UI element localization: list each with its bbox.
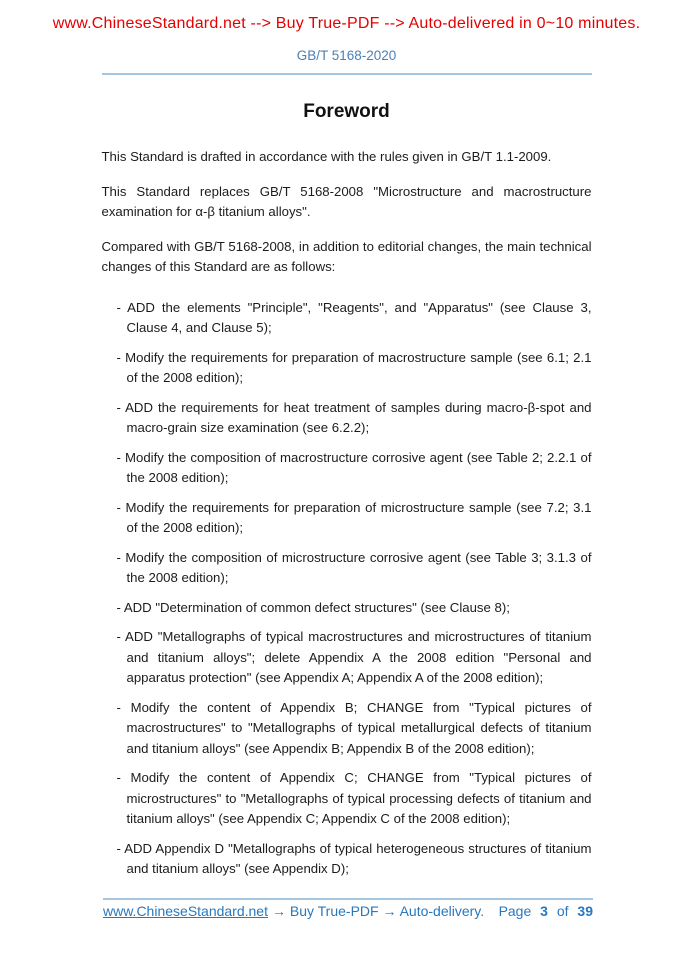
page-total: 39 — [577, 903, 593, 919]
change-list-item: - ADD the requirements for heat treatment of samples during macro-β-spot and macro-grain size examination (see 6.2.2); — [116, 399, 592, 435]
paragraph: This Standard replaces GB/T 5168-2008 "Microstructure and macrostructure examination for α-β titanium alloys". — [101, 183, 592, 219]
change-list-item: - Modify the requirements for preparation of microstructure sample (see 7.2; 3.1 of the 2008 edition); — [116, 499, 592, 535]
change-list-item: - ADD the elements "Principle", "Reagents", and "Apparatus" (see Clause 3, Clause 4, and Clause 5); — [116, 299, 592, 335]
document-body — [102, 147, 592, 880]
standard-number: GB/T 5168-2020 — [296, 48, 397, 63]
change-list-item: - ADD Appendix D "Metallographs of typical heterogeneous structures of titanium and titanium alloys" (see Appendix D); — [116, 840, 592, 876]
change-list-item: - ADD "Determination of common defect structures" (see Clause 8); — [116, 599, 510, 615]
change-list-item: - Modify the requirements for preparation of macrostructure sample (see 6.1; 2.1 of the 2008 edition); — [116, 349, 592, 385]
change-list-item: - Modify the composition of macrostructure corrosive agent (see Table 2; 2.2.1 of the 2008 edition); — [116, 449, 592, 485]
page-indicator — [494, 903, 593, 919]
change-list-item: - ADD "Metallographs of typical macrostructures and microstructures of titanium and titanium alloys"; delete Appendix A the 2008 edition "Personal and apparatus protection" (see Appendix A; Appendix A of the 2008 edition); — [116, 629, 592, 685]
header-divider — [102, 73, 592, 75]
change-list-item: - Modify the content of Appendix C; CHANGE from "Typical pictures of microstructures" to "Metallographs of typical processing defects of titanium and titanium alloys" (see Appendix C; Appendix C of the 2008 edition); — [116, 770, 592, 826]
footer-promo — [103, 903, 484, 919]
change-list-item: - Modify the composition of microstructure corrosive agent (see Table 3; 3.1.3 of the 2008 edition); — [116, 549, 592, 585]
change-list-item: - Modify the content of Appendix B; CHANGE from "Typical pictures of macrostructures" to "Metallographs of typical metallurgical defects of titanium and titanium alloys" (see Appendix B; Appendix B of the 2008 edition); — [116, 699, 592, 756]
page-current: 3 — [540, 903, 548, 919]
footer-site-link[interactable]: www.ChineseStandard.net — [103, 903, 268, 919]
paragraph: Compared with GB/T 5168-2008, in addition to editorial changes, the main technical changes of this Standard are as follows: — [101, 238, 592, 274]
page-footer — [103, 898, 593, 919]
page-title: Foreword — [303, 101, 390, 122]
page-of-label: of — [556, 903, 569, 919]
paragraph: This Standard is drafted in accordance with the rules given in GB/T 1.1-2009. — [101, 149, 552, 164]
technical-changes-list — [102, 298, 592, 880]
page-label: Page — [498, 903, 532, 919]
footer-divider — [103, 898, 593, 900]
promo-banner-link[interactable]: www.ChineseStandard.net --> Buy True-PDF --> Auto-delivered in 0~10 minutes. — [52, 15, 641, 32]
footer-promo-text: → Buy True-PDF → Auto-delivery. — [272, 903, 485, 919]
